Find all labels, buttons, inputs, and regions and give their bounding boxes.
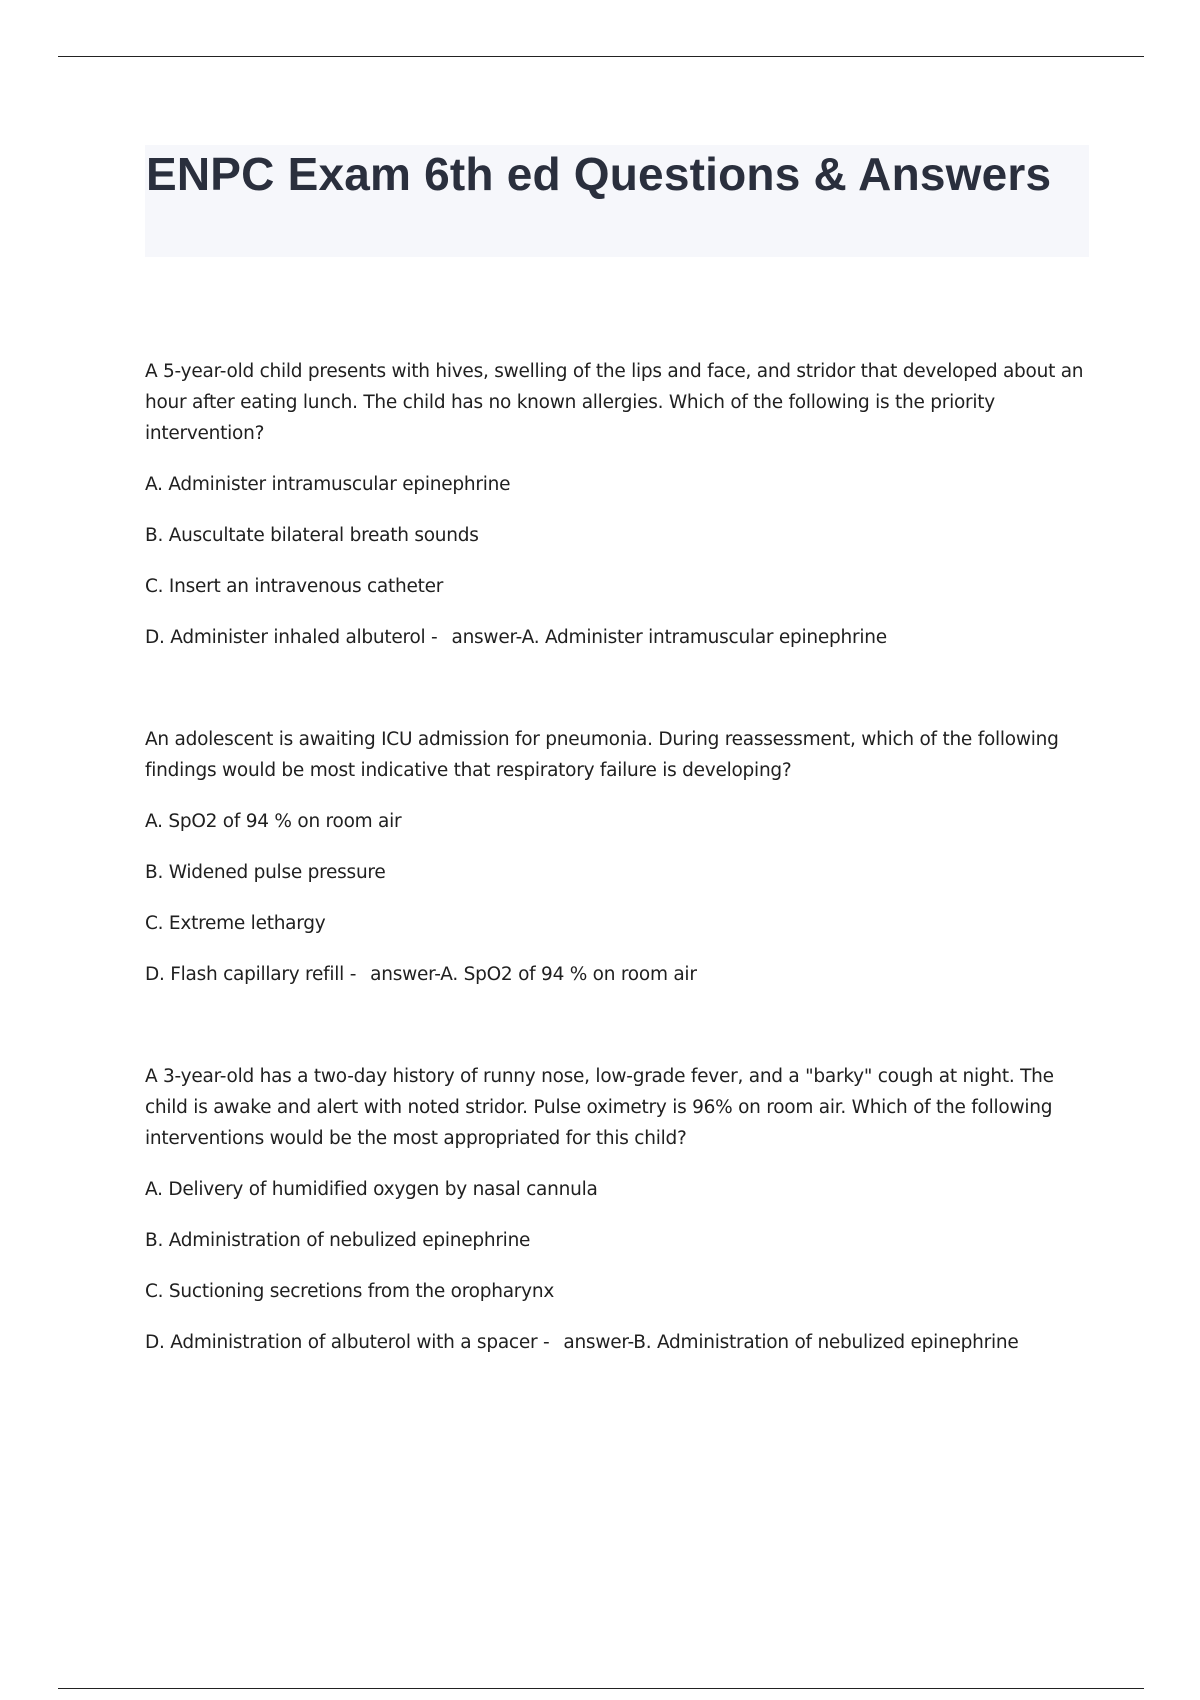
option-d-with-answer <box>145 1327 1090 1358</box>
option-d: D. Administration of albuterol with a spacer - <box>145 1332 550 1353</box>
document-body <box>145 356 1090 1358</box>
question-2 <box>145 724 1090 990</box>
option-b: B. Widened pulse pressure <box>145 862 386 883</box>
question-stem: A 3-year-old has a two-day history of runny nose, low-grade fever, and a "barky" cough at night. The child is awake and alert with noted stridor. Pulse oximetry is 96% on room air. Which of the following interventions would be the most appropriated for this child? <box>145 1066 1054 1149</box>
document-title: ENPC Exam 6th ed Questions & Answers <box>146 148 1052 200</box>
question-1 <box>145 356 1090 653</box>
option-d-with-answer <box>145 959 1090 990</box>
bottom-divider <box>58 1688 1144 1689</box>
option-a: A. Delivery of humidified oxygen by nasal cannula <box>145 1179 598 1200</box>
option-a: A. Administer intramuscular epinephrine <box>145 474 511 495</box>
option-c: C. Insert an intravenous catheter <box>145 576 444 597</box>
option-d-with-answer <box>145 622 1090 653</box>
option-d: D. Administer inhaled albuterol - <box>145 627 438 648</box>
question-3 <box>145 1061 1090 1358</box>
option-d: D. Flash capillary refill - <box>145 964 357 985</box>
answer-text: answer-A. Administer intramuscular epinephrine <box>451 627 887 648</box>
answer-text: answer-A. SpO2 of 94 % on room air <box>370 964 697 985</box>
option-c: C. Extreme lethargy <box>145 913 326 934</box>
answer-text: answer-B. Administration of nebulized epinephrine <box>563 1332 1019 1353</box>
option-b: B. Administration of nebulized epinephrine <box>145 1230 531 1251</box>
option-a: A. SpO2 of 94 % on room air <box>145 811 402 832</box>
option-b: B. Auscultate bilateral breath sounds <box>145 525 479 546</box>
option-c: C. Suctioning secretions from the oropharynx <box>145 1281 555 1302</box>
question-stem: A 5-year-old child presents with hives, swelling of the lips and face, and stridor that developed about an hour after eating lunch. The child has no known allergies. Which of the following is the priority intervention? <box>145 361 1084 444</box>
title-banner <box>145 145 1089 257</box>
top-divider <box>58 56 1144 57</box>
question-stem: An adolescent is awaiting ICU admission for pneumonia. During reassessment, which of the following findings would be most indicative that respiratory failure is developing? <box>145 729 1059 781</box>
